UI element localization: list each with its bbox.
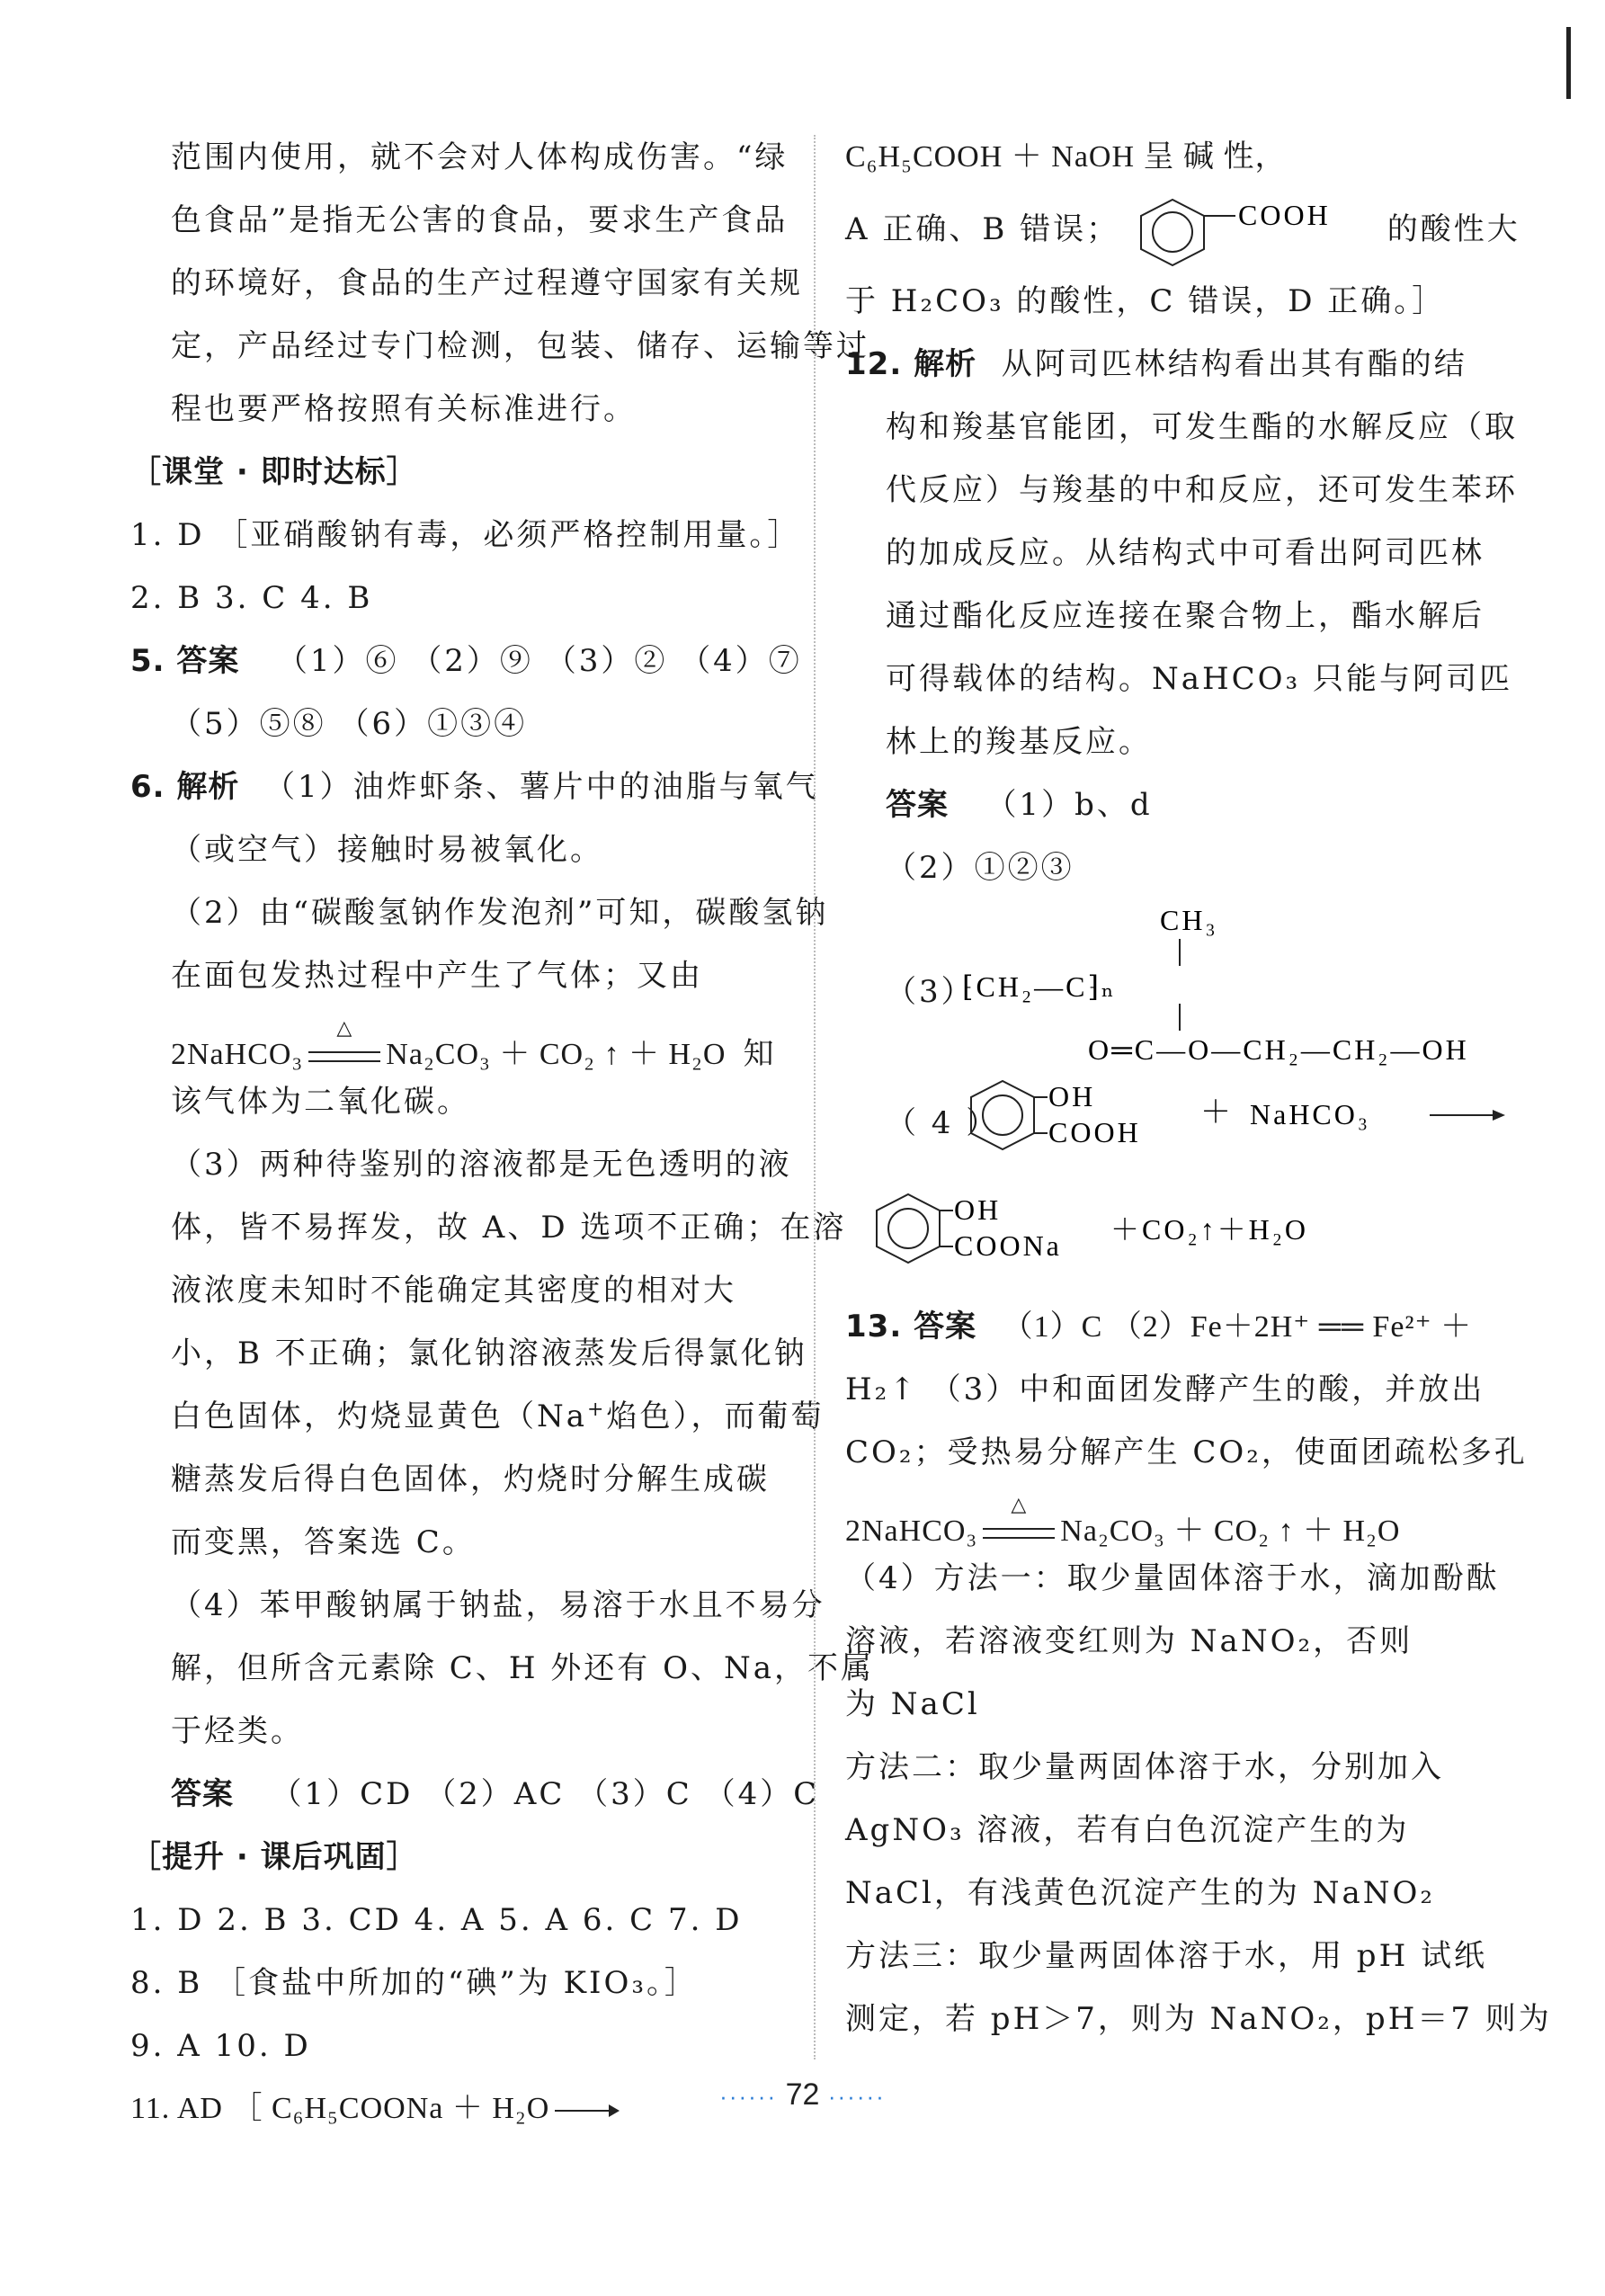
q12-answer-3-label: （3） — [886, 974, 975, 1010]
oh-label: OH — [954, 1193, 1002, 1226]
q13-line: （1）C （2）Fe＋2H⁺ ══ Fe²⁺ ＋ — [1002, 1310, 1473, 1344]
q6-line: 小，B 不正确；氯化钠溶液蒸发后得氯化钠 — [171, 1336, 807, 1371]
q6-line: （或空气）接触时易被氧化。 — [171, 832, 603, 868]
analysis-label: 6. 解析 — [130, 769, 240, 805]
q12-answer-4-label: （ 4 ） — [886, 1105, 1000, 1141]
answer-label: 答案 — [171, 1776, 234, 1812]
q11-line2 — [845, 189, 1520, 270]
heat-equals — [303, 1016, 386, 1086]
answer-q5-line1: （1）⑥ （2）⑨ （3）② （4）⑦ — [276, 643, 802, 679]
nahco3-label: NaHCO₃ — [1250, 1098, 1371, 1130]
cooh-label: COOH — [1048, 1116, 1141, 1148]
page-edge-mark — [1566, 27, 1571, 99]
eq-reactant: 2NaHCO₃ — [845, 1514, 978, 1548]
q11-line3: 于 H₂CO₃ 的酸性，C 错误，D 正确。］ — [845, 283, 1446, 319]
coona-label: COONa — [954, 1229, 1062, 1262]
q6-line-na: 白色固体，灼烧显黄色（Na+焰色），而葡萄 — [171, 1398, 825, 1434]
q12-line: 的加成反应。从结构式中可看出阿司匹林 — [886, 535, 1485, 571]
q6-line: （2）由“碳酸氢钠作发泡剂”可知，碳酸氢钠 — [171, 895, 829, 931]
q6-line: 而变黑，答案选 C。 — [171, 1524, 476, 1560]
heat-equals — [977, 1493, 1060, 1563]
polymer-main-chain: ⁅CH₂—C⁆ₙ — [962, 970, 1117, 1003]
q13-line: 方法二：取少量两固体溶于水，分别加入 — [845, 1749, 1444, 1785]
q12-line: 林上的羧基反应。 — [886, 724, 1152, 760]
q13-equation — [845, 1484, 1502, 1547]
q12-answer-4-products — [845, 1178, 1502, 1295]
q6-line-part: 白色固体，灼烧显黄色（Na — [171, 1398, 588, 1434]
q11-text-b: 的酸性大 — [1387, 211, 1520, 247]
answer-q8: 8. B ［食盐中所加的“碘”为 KIO₃。］ — [130, 1965, 698, 2001]
heat-icon: △ — [336, 1016, 353, 1039]
q6-eq-tail: 知 — [743, 1038, 775, 1071]
q12-answer-4 — [845, 1070, 1502, 1178]
q12-line: 构和羧基官能团，可发生酯的水解反应（取 — [886, 409, 1518, 445]
q12-line: 从阿司匹林结构看出其有酯的结 — [1001, 346, 1467, 382]
plus-sign: ＋ — [1200, 1096, 1234, 1130]
q6-line: （3）两种待鉴别的溶液都是无色透明的液 — [171, 1147, 792, 1183]
q6-line: 液浓度未知时不能确定其密度的相对大 — [171, 1273, 736, 1309]
q13-line: 方法三：取少量两固体溶于水，用 pH 试纸 — [845, 1938, 1488, 1974]
q6-line: 体，皆不易挥发，故 A、D 选项不正确；在溶 — [171, 1210, 847, 1246]
intro-line: 的环境好，食品的生产过程遵守国家有关规 — [171, 265, 803, 301]
page-footer — [0, 2077, 1605, 2113]
answer-q1-7: 1. D 2. B 3. CD 4. A 5. A 6. C 7. D — [130, 1902, 743, 1938]
intro-line: 定，产品经过专门检测，包装、储存、运输等过 — [171, 328, 869, 364]
q6-line: 该气体为二氧化碳。 — [171, 1084, 470, 1120]
answer-q9-10: 9. A 10. D — [130, 2028, 311, 2064]
answer-q2-4: 2. B 3. C 4. B — [130, 580, 373, 616]
q6-line: （1）油炸虾条、薯片中的油脂与氧气 — [264, 769, 819, 805]
eq-products: Na₂CO₃ ＋ CO₂ ↑ ＋ H₂O — [1060, 1514, 1401, 1548]
q6-line: 在面包发热过程中产生了气体；又由 — [171, 958, 703, 994]
answer-q5-line2: （5）⑤⑧ （6）①③④ — [171, 706, 528, 742]
sodium-salicylate-structure — [868, 1178, 1497, 1295]
q13-line: AgNO₃ 溶液，若有白色沉淀产生的为 — [845, 1812, 1410, 1848]
q12-line: 代反应）与羧基的中和反应，还可发生苯环 — [886, 472, 1518, 508]
q6-line-part: 焰色），而葡萄 — [606, 1398, 825, 1434]
q11-text-a: A 正确、B 错误； — [845, 211, 1120, 247]
q6-line: 糖蒸发后得白色固体，灼烧时分解生成碳 — [171, 1461, 770, 1497]
q13-line: 测定，若 pH＞7，则为 NaNO₂，pH＝7 则为 — [845, 2001, 1552, 2037]
right-column — [845, 126, 1552, 2050]
q13-line: 为 NaCl — [845, 1686, 980, 1722]
q13-line: 溶液，若溶液变红则为 NaNO₂，否则 — [845, 1623, 1413, 1659]
q13-line: NaCl，有浅黄色沉淀产生的为 NaNO₂ — [845, 1875, 1435, 1911]
q12-answer-2: （2）①②③ — [886, 850, 1074, 886]
answer-label: 答案 — [886, 787, 949, 823]
ch3-label: CH₃ — [1160, 904, 1218, 936]
q13-line: CO₂；受热易分解产生 CO₂，使面团疏松多孔 — [845, 1434, 1528, 1470]
answer-label: 5. 答案 — [130, 643, 240, 679]
section-heading-review: ［提升 · 课后巩固］ — [130, 1839, 418, 1875]
column-divider — [814, 135, 816, 2059]
q13-line: H₂↑ （3）中和面团发酵产生的酸，并放出 — [845, 1371, 1485, 1407]
q6-line: （4）苯甲酸钠属于钠盐，易溶于水且不易分 — [171, 1587, 825, 1623]
answer-q1: 1. D ［亚硝酸钠有毒，必须严格控制用量。］ — [130, 517, 801, 553]
heat-icon: △ — [1011, 1493, 1028, 1515]
footer-dots-left: ······ — [719, 2083, 778, 2110]
q6-line: 于烃类。 — [171, 1713, 304, 1749]
ester-chain: O═C—O—CH₂—CH₂—OH — [1088, 1033, 1469, 1066]
products-label: ＋CO₂↑＋H₂O — [1110, 1213, 1308, 1246]
eq-reactant: 2NaHCO₃ — [171, 1038, 304, 1071]
q11-text: 11. AD ［ C₆H₅COONa ＋ H₂O — [130, 2092, 550, 2125]
q12-line: 通过酯化反应连接在聚合物上，酯水解后 — [886, 598, 1485, 634]
intro-line: 范围内使用，就不会对人体构成伤害。“绿 — [171, 139, 789, 175]
intro-line: 程也要严格按照有关标准进行。 — [171, 391, 637, 427]
q6-answers: （1）CD （2）AC （3）C （4）C — [271, 1776, 820, 1812]
section-heading-classroom: ［课堂 · 即时达标］ — [130, 454, 418, 490]
answer-label: 13. 答案 — [845, 1309, 977, 1345]
q6-equation — [130, 1007, 787, 1070]
q11-continued: C₆H₅COOH ＋ NaOH 呈 碱 性， — [845, 140, 1287, 174]
intro-line: 色食品”是指无公害的食品，要求生产食品 — [171, 202, 789, 238]
footer-dots-right: ······ — [827, 2083, 886, 2110]
q12-answer-3 — [845, 899, 1502, 1070]
q6-line: 解，但所含元素除 C、H 外还有 O、Na，不属 — [171, 1650, 874, 1686]
salicylic-acid-structure — [962, 1070, 1520, 1178]
q13-line: （4）方法一：取少量固体溶于水，滴加酚酞 — [845, 1560, 1500, 1596]
eq-products: Na₂CO₃ ＋ CO₂ ↑ ＋ H₂O — [386, 1038, 727, 1071]
page-number: 72 — [785, 2077, 820, 2112]
analysis-label: 12. 解析 — [845, 346, 977, 382]
benzoic-acid-structure — [1132, 191, 1375, 272]
q12-answer-1: （1）b、d — [985, 787, 1153, 823]
q12-line: 可得载体的结构。NaHCO₃ 只能与阿司匹 — [886, 661, 1512, 697]
polymer-structure — [953, 899, 1529, 1070]
cooh-label: COOH — [1237, 199, 1331, 231]
oh-label: OH — [1048, 1080, 1096, 1112]
